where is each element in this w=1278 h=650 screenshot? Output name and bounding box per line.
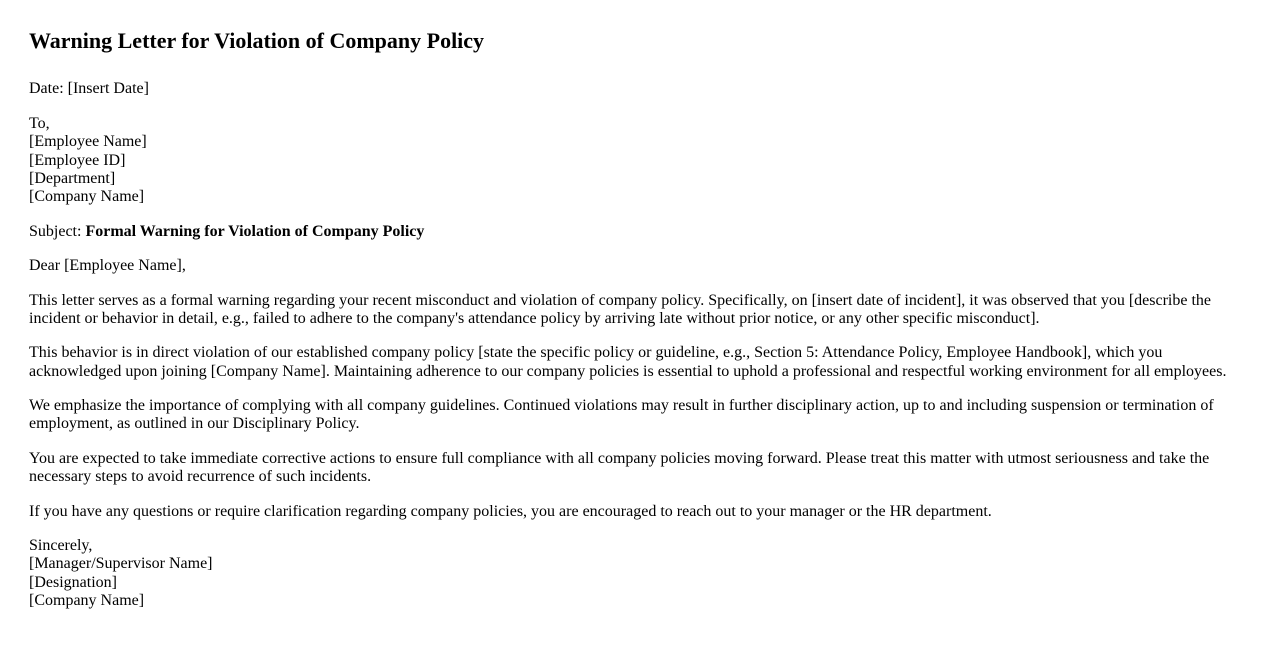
body-paragraph: This letter serves as a formal warning regarding your recent misconduct and violation of company policy. Specifically, on [insert date of incident], it was observed that you [describe the incident or behavior in detail, e.g., failed to adhere to the company's attendance policy by arriving late without prior notice, or any other specific misconduct]. xyxy=(29,291,1211,327)
body-paragraph: This behavior is in direct violation of our established company policy [state the specific policy or guideline, e.g., Section 5: Attendance Policy, Employee Handbook], which you acknowledged upon joining [Company Name]. Maintaining adherence to our company policies is essential to uphold a professional and respectful working environment for all employees. xyxy=(29,344,1227,380)
text-line: Sincerely, xyxy=(29,537,93,555)
body-paragraph: If you have any questions or require clarification regarding company policies, you are encouraged to reach out to your manager or the HR department. xyxy=(29,502,992,520)
text-line: [Designation] xyxy=(29,573,117,591)
subject-label: Subject: xyxy=(29,222,86,240)
text-line: To, xyxy=(29,114,50,132)
closing-block xyxy=(29,537,1249,611)
date-line: Date: [Insert Date] xyxy=(29,80,149,98)
body-paragraph: You are expected to take immediate corrective actions to ensure full compliance with all company policies moving forward. Please treat this matter with utmost seriousness and take the necessary steps to avoid recurrence of such incidents. xyxy=(29,449,1210,486)
subject-value: Formal Warning for Violation of Company Policy xyxy=(85,222,425,240)
text-line: [Department] xyxy=(29,169,116,187)
text-line: [Company Name] xyxy=(29,188,145,206)
page-title: Warning Letter for Violation of Company Policy xyxy=(29,28,485,53)
recipient-block xyxy=(29,115,1249,207)
body-paragraph: We emphasize the importance of complying with all company guidelines. Continued violations may result in further disciplinary action, up to and including suspension or termination of employment, as outlined in our Disciplinary Policy. xyxy=(29,397,1214,433)
salutation: Dear [Employee Name], xyxy=(29,257,186,275)
text-line: [Company Name] xyxy=(29,592,145,610)
text-line: [Manager/Supervisor Name] xyxy=(29,555,213,573)
text-line: [Employee Name] xyxy=(29,133,147,151)
text-line: [Employee ID] xyxy=(29,151,126,169)
subject-line xyxy=(29,223,1249,241)
